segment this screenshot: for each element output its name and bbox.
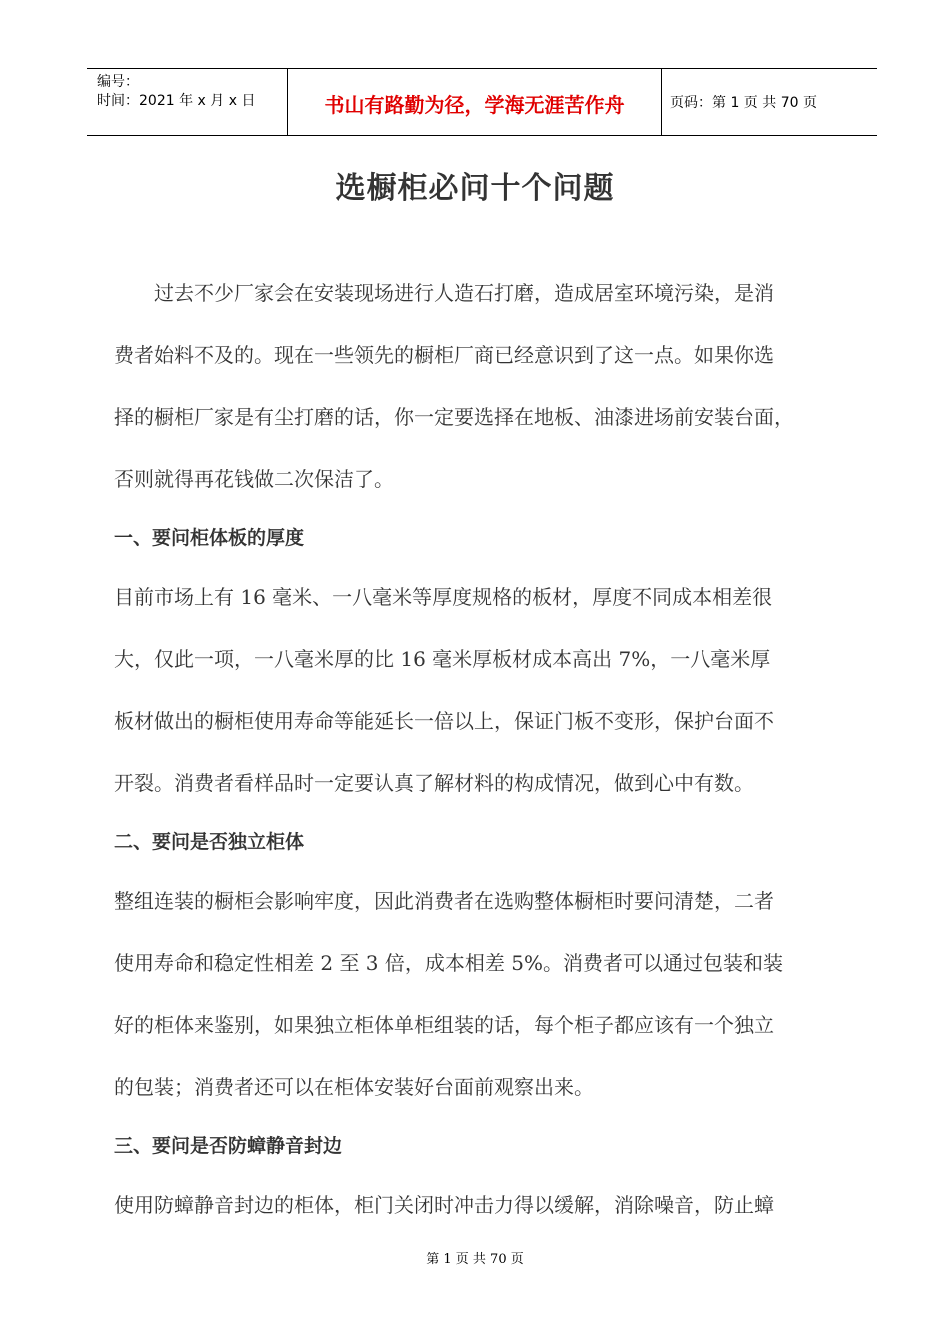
section-heading: 二、要问是否独立柜体 <box>114 831 305 853</box>
header-motto: 书山有路勤为径，学海无涯苦作舟 <box>288 69 662 135</box>
page-footer: 第 1 页 共 70 页 <box>426 1252 524 1267</box>
text-line: 过去不少厂家会在安装现场进行人造石打磨，造成居室环境污染，是消 <box>154 281 774 305</box>
text-line: 板材做出的橱柜使用寿命等能延长一倍以上，保证门板不变形，保护台面不 <box>114 709 774 733</box>
document-number-label: 编号： <box>97 74 139 90</box>
section-paragraph <box>114 566 854 814</box>
document-time-label: 时间：2021 年 x 月 x 日 <box>97 93 256 109</box>
header-meta-cell <box>87 69 288 135</box>
section-heading: 一、要问柜体板的厚度 <box>114 527 305 549</box>
text-line: 择的橱柜厂家是有尘打磨的话，你一定要选择在地板、油漆进场前安装台面， <box>114 405 794 429</box>
text-line: 使用寿命和稳定性相差 2 至 3 倍，成本相差 5%。消费者可以通过包装和装 <box>114 951 783 975</box>
text-line: 好的柜体来鉴别，如果独立柜体单柜组装的话，每个柜子都应该有一个独立 <box>114 1013 774 1037</box>
section-paragraph <box>114 1174 854 1236</box>
document-body <box>114 262 854 1236</box>
section-paragraph <box>114 870 854 1118</box>
document-title: 选橱柜必问十个问题 <box>335 171 615 206</box>
text-line: 否则就得再花钱做二次保洁了。 <box>114 467 394 491</box>
header-table <box>87 68 877 136</box>
text-line: 费者始料不及的。现在一些领先的橱柜厂商已经意识到了这一点。如果你选 <box>114 343 774 367</box>
text-line: 的包装；消费者还可以在柜体安装好台面前观察出来。 <box>114 1075 594 1099</box>
text-line: 目前市场上有 16 毫米、一八毫米等厚度规格的板材，厚度不同成本相差很 <box>114 585 773 609</box>
text-line: 开裂。消费者看样品时一定要认真了解材料的构成情况，做到心中有数。 <box>114 771 754 795</box>
text-line: 使用防蟑静音封边的柜体，柜门关闭时冲击力得以缓解，消除噪音，防止蟑 <box>114 1193 774 1217</box>
intro-paragraph <box>114 262 854 510</box>
section-heading: 三、要问是否防蟑静音封边 <box>114 1135 343 1157</box>
text-line: 大，仅此一项，一八毫米厚的比 16 毫米厚板材成本高出 7%，一八毫米厚 <box>114 647 771 671</box>
header-page-info: 页码：第 1 页 共 70 页 <box>670 95 817 111</box>
text-line: 整组连装的橱柜会影响牢度，因此消费者在选购整体橱柜时要问清楚，二者 <box>114 889 774 913</box>
